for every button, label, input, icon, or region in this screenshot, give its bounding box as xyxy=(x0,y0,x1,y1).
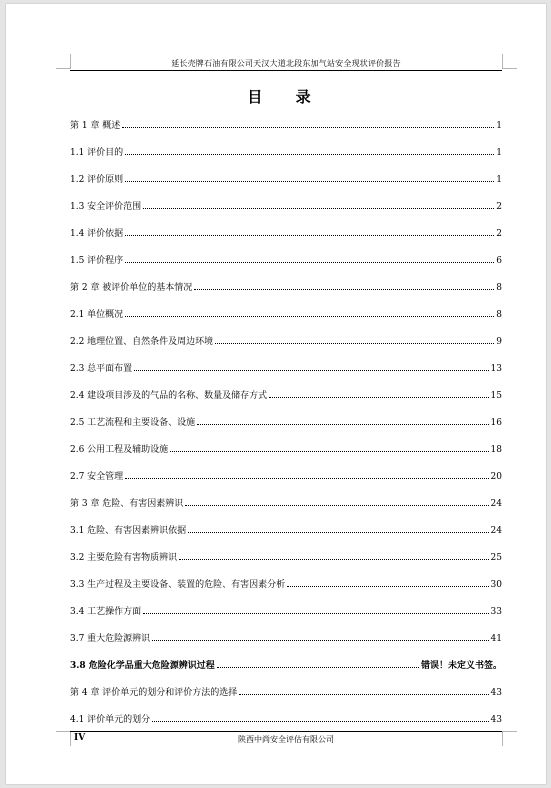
toc-entry-title: 3.2 主要危险有害物质辨识 xyxy=(70,553,178,563)
toc-dot-leader xyxy=(143,199,494,209)
toc-entry[interactable] xyxy=(70,333,502,360)
toc-entry-title: 2.3 总平面布置 xyxy=(70,364,133,374)
toc-entry[interactable] xyxy=(70,657,502,684)
toc-title: 目 录 xyxy=(247,88,325,106)
toc-entry[interactable] xyxy=(70,576,502,603)
toc-entry-title: 1.5 评价程序 xyxy=(70,256,124,266)
toc-entry-title: 3.3 生产过程及主要设备、装置的危险、有害因素分析 xyxy=(70,580,286,590)
footer-rule xyxy=(70,731,502,732)
footer-page-number: IV xyxy=(74,733,86,743)
crop-mark-top-left xyxy=(56,54,71,69)
toc-entry-title: 2.6 公用工程及辅助设施 xyxy=(70,445,169,455)
toc-dot-leader xyxy=(125,226,494,236)
toc-entry[interactable] xyxy=(70,117,502,144)
toc-dot-leader xyxy=(152,631,488,641)
toc-dot-leader xyxy=(185,496,488,506)
crop-mark-bottom-right xyxy=(502,731,517,746)
toc-entry-title: 第 3 章 危险、有害因素辨识 xyxy=(70,499,184,509)
toc-dot-leader xyxy=(125,253,494,263)
toc-entry-page: 6 xyxy=(496,256,502,266)
toc-entry[interactable] xyxy=(70,414,502,441)
toc-dot-leader xyxy=(134,361,488,371)
toc-entry-title: 1.2 评价原则 xyxy=(70,175,124,185)
toc-entry-title: 第 2 章 被评价单位的基本情况 xyxy=(70,283,193,293)
toc-entry-page: 24 xyxy=(490,499,502,509)
toc-entry-title: 1.1 评价目的 xyxy=(70,148,124,158)
toc-dot-leader xyxy=(217,658,419,668)
running-header: 延长壳牌石油有限公司天汉大道北段东加气站安全现状评价报告 xyxy=(171,59,401,68)
toc-entry[interactable] xyxy=(70,171,502,198)
toc-dot-leader xyxy=(287,577,488,587)
toc-dot-leader xyxy=(152,712,488,722)
toc-dot-leader xyxy=(125,469,488,479)
toc-entry[interactable] xyxy=(70,630,502,657)
toc-entry-page: 2 xyxy=(496,229,502,239)
toc-entry-title: 3.1 危险、有害因素辨识依据 xyxy=(70,526,187,536)
toc-entry-title: 3.8 危险化学品重大危险源辨识过程 xyxy=(70,661,215,671)
toc-dot-leader xyxy=(125,172,494,182)
toc-entry-title: 第 4 章 评价单元的划分和评价方法的选择 xyxy=(70,688,238,698)
toc-entry-page: 8 xyxy=(496,310,502,320)
toc-dot-leader xyxy=(143,604,488,614)
toc-entry[interactable] xyxy=(70,387,502,414)
toc-entry-page: 33 xyxy=(490,607,502,617)
toc-entry-page: 20 xyxy=(490,472,502,482)
toc-entry-title: 第 1 章 概述 xyxy=(70,121,121,131)
toc-dot-leader xyxy=(125,145,494,155)
toc-dot-leader xyxy=(269,388,488,398)
toc-dot-leader xyxy=(197,415,488,425)
toc-entry-page: 43 xyxy=(490,688,502,698)
toc-entry-page: 24 xyxy=(490,526,502,536)
toc-entry-page: 错误！未定义书签。 xyxy=(420,661,502,671)
header-rule xyxy=(70,70,502,71)
toc-entry-page: 1 xyxy=(496,121,502,131)
toc-entry[interactable] xyxy=(70,144,502,171)
toc-entry-page: 13 xyxy=(490,364,502,374)
toc-entry-page: 9 xyxy=(496,337,502,347)
toc-entry-title: 3.4 工艺操作方面 xyxy=(70,607,142,617)
toc-entry[interactable] xyxy=(70,603,502,630)
toc-dot-leader xyxy=(188,523,488,533)
toc-entry[interactable] xyxy=(70,495,502,522)
toc-entry[interactable] xyxy=(70,198,502,225)
toc-entry-page: 16 xyxy=(490,418,502,428)
toc-dot-leader xyxy=(179,550,488,560)
toc-entry[interactable] xyxy=(70,468,502,495)
toc-entry-title: 1.4 评价依据 xyxy=(70,229,124,239)
toc-entry-title: 3.7 重大危险源辨识 xyxy=(70,634,151,644)
document-page xyxy=(6,4,546,784)
toc-entry[interactable] xyxy=(70,684,502,711)
toc-dot-leader xyxy=(170,442,488,452)
toc-entry-title: 2.5 工艺流程和主要设备、设施 xyxy=(70,418,196,428)
toc-entry-title: 2.2 地理位置、自然条件及周边环境 xyxy=(70,337,214,347)
toc-entry[interactable] xyxy=(70,549,502,576)
toc-entry[interactable] xyxy=(70,306,502,333)
toc-dot-leader xyxy=(125,307,494,317)
toc-list xyxy=(70,117,502,738)
crop-mark-bottom-left xyxy=(56,731,71,746)
toc-entry-title: 2.7 安全管理 xyxy=(70,472,124,482)
toc-entry-page: 8 xyxy=(496,283,502,293)
toc-entry-page: 41 xyxy=(490,634,502,644)
toc-entry[interactable] xyxy=(70,252,502,279)
toc-entry[interactable] xyxy=(70,360,502,387)
toc-entry[interactable] xyxy=(70,225,502,252)
toc-entry-title: 1.3 安全评价范围 xyxy=(70,202,142,212)
toc-entry-page: 15 xyxy=(490,391,502,401)
toc-entry-page: 1 xyxy=(496,148,502,158)
footer-company: 陕西中尚安全评估有限公司 xyxy=(238,735,334,744)
toc-entry[interactable] xyxy=(70,279,502,306)
toc-dot-leader xyxy=(122,118,494,128)
toc-dot-leader xyxy=(194,280,494,290)
toc-entry-title: 2.1 单位概况 xyxy=(70,310,124,320)
toc-entry[interactable] xyxy=(70,441,502,468)
toc-dot-leader xyxy=(239,685,488,695)
toc-dot-leader xyxy=(215,334,494,344)
crop-mark-top-right xyxy=(502,54,517,69)
toc-entry-page: 30 xyxy=(490,580,502,590)
toc-entry-page: 1 xyxy=(496,175,502,185)
toc-entry-title: 2.4 建设项目涉及的气品的名称、数量及储存方式 xyxy=(70,391,268,401)
toc-entry[interactable] xyxy=(70,522,502,549)
toc-entry-page: 43 xyxy=(490,715,502,725)
toc-entry-page: 25 xyxy=(490,553,502,563)
toc-entry-page: 18 xyxy=(490,445,502,455)
toc-entry-page: 2 xyxy=(496,202,502,212)
toc-entry-title: 4.1 评价单元的划分 xyxy=(70,715,151,725)
